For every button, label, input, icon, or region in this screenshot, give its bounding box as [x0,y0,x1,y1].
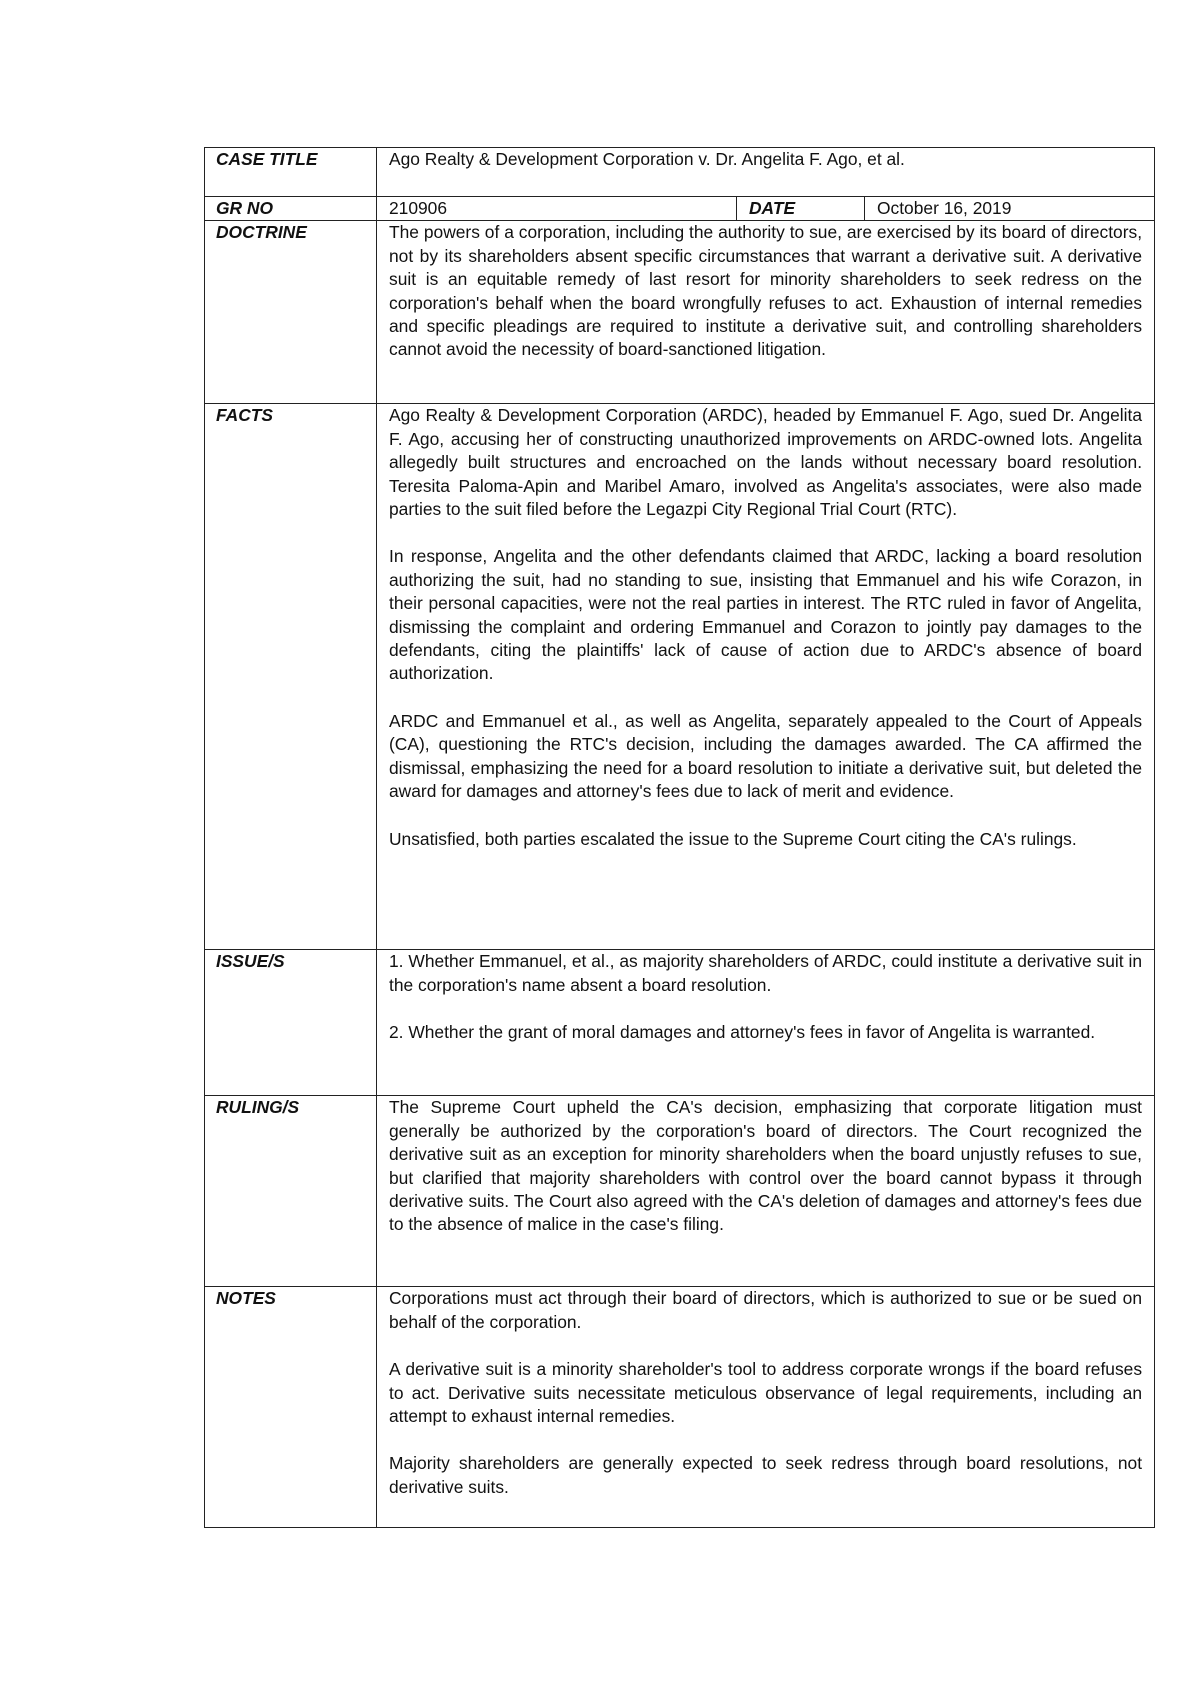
notes-paragraph: Majority shareholders are generally expected to seek redress through board resolutions, not derivative suits. [389,1453,1143,1497]
case-title-value: Ago Realty & Development Corporation v. Dr. Angelita F. Ago, et al. [377,148,1155,197]
issues-content [377,950,1155,1096]
notes-row [205,1287,1155,1528]
gr-no-row [205,197,1155,221]
case-title-row [205,148,1155,197]
doctrine-row [205,221,1155,404]
date-label: DATE [737,197,865,221]
notes-content [377,1287,1155,1528]
case-title-label: CASE TITLE [205,148,377,197]
facts-row [205,404,1155,950]
ruling-content [377,1096,1155,1287]
facts-paragraph: Unsatisfied, both parties escalated the issue to the Supreme Court citing the CA's rulings. [389,828,1077,849]
gr-no-value: 210906 [377,197,737,221]
facts-content [377,404,1155,950]
case-digest-table [204,147,1155,1528]
issue-paragraph: 2. Whether the grant of moral damages and attorney's fees in favor of Angelita is warranted. [389,1022,1096,1043]
ruling-label: RULING/S [205,1096,377,1287]
facts-label: FACTS [205,404,377,950]
notes-label: NOTES [205,1287,377,1528]
issue-paragraph: 1. Whether Emmanuel, et al., as majority shareholders of ARDC, could institute a derivative suit in the corporation's name absent a board resolution. [389,951,1143,995]
ruling-paragraph: The Supreme Court upheld the CA's decision, emphasizing that corporate litigation must generally be authorized by the corporation's board of directors. The Court recognized the derivative suit as an exception for minority shareholders when the board unjustly refuses to sue, but clarified that majority shareholders with control over the board cannot bypass it through derivative suits. The Court also agreed with the CA's deletion of damages and attorney's fees due to the absence of malice in the case's filing. [389,1097,1143,1235]
ruling-row [205,1096,1155,1287]
doctrine-paragraph: The powers of a corporation, including the authority to sue, are exercised by its board of directors, not by its shareholders absent specific circumstances that warrant a derivative suit. A derivative suit is an equitable remedy of last resort for minority shareholders to seek redress on the corporation's behalf when the board wrongfully refuses to act. Exhaustion of internal remedies and specific pleadings are required to institute a derivative suit, and controlling shareholders cannot avoid the necessity of board-sanctioned litigation. [389,222,1143,360]
date-value: October 16, 2019 [865,197,1155,221]
gr-no-label: GR NO [205,197,377,221]
notes-paragraph: Corporations must act through their board of directors, which is authorized to sue or be sued on behalf of the corporation. [389,1288,1143,1332]
doctrine-label: DOCTRINE [205,221,377,404]
facts-paragraph: ARDC and Emmanuel et al., as well as Angelita, separately appealed to the Court of Appeals (CA), questioning the RTC's decision, including the damages awarded. The CA affirmed the dismissal, emphasizing the need for a board resolution to initiate a derivative suit, but deleted the award for damages and attorney's fees due to lack of merit and evidence. [389,710,1143,802]
notes-paragraph: A derivative suit is a minority shareholder's tool to address corporate wrongs if the board refuses to act. Derivative suits necessitate meticulous observance of legal requirements, including an attempt to exhaust internal remedies. [389,1359,1143,1427]
doctrine-content [377,221,1155,404]
facts-paragraph: In response, Angelita and the other defendants claimed that ARDC, lacking a board resolution authorizing the suit, had no standing to sue, insisting that Emmanuel and his wife Corazon, in their personal capacities, were not the real parties in interest. The RTC ruled in favor of Angelita, dismissing the complaint and ordering Emmanuel and Corazon to jointly pay damages to the defendants, citing the plaintiffs' lack of cause of action due to ARDC's absence of board authorization. [389,546,1143,684]
issues-row [205,950,1155,1096]
facts-paragraph: Ago Realty & Development Corporation (ARDC), headed by Emmanuel F. Ago, sued Dr. Angelita F. Ago, accusing her of constructing unauthorized improvements on ARDC-owned lots. Angelita allegedly built structures and encroached on the lands without necessary board resolution. Teresita Paloma-Apin and Maribel Amaro, involved as Angelita's associates, were also made parties to the suit filed before the Legazpi City Regional Trial Court (RTC). [389,405,1143,520]
issues-label: ISSUE/S [205,950,377,1096]
